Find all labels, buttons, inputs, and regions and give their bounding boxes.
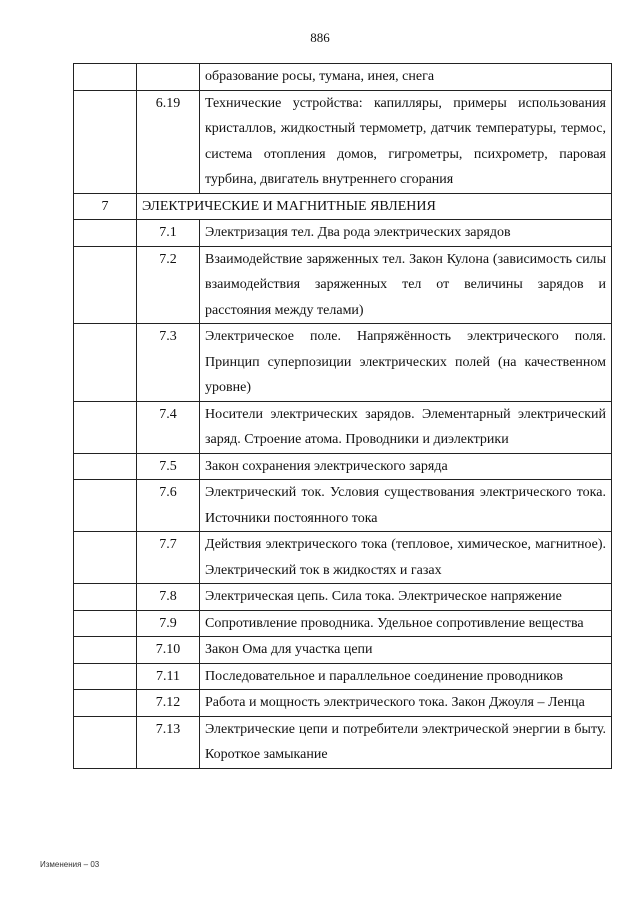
table-row bbox=[74, 401, 612, 453]
section-cell bbox=[74, 453, 137, 480]
item-number: 7.13 bbox=[137, 716, 200, 768]
section-cell bbox=[74, 246, 137, 324]
table-row bbox=[74, 610, 612, 637]
section-cell bbox=[74, 584, 137, 611]
section-cell bbox=[74, 324, 137, 402]
table-row bbox=[74, 637, 612, 664]
item-number: 7.2 bbox=[137, 246, 200, 324]
table-row bbox=[74, 716, 612, 768]
table-row bbox=[74, 324, 612, 402]
item-number: 7.9 bbox=[137, 610, 200, 637]
section-title: ЭЛЕКТРИЧЕСКИЕ И МАГНИТНЫЕ ЯВЛЕНИЯ bbox=[137, 193, 612, 220]
item-number: 7.11 bbox=[137, 663, 200, 690]
item-number bbox=[137, 64, 200, 91]
footer-revision: Изменения – 03 bbox=[40, 860, 100, 869]
item-number: 7.1 bbox=[137, 220, 200, 247]
section-cell bbox=[74, 220, 137, 247]
table-body bbox=[74, 64, 612, 769]
item-number: 6.19 bbox=[137, 90, 200, 193]
item-text: Технические устройства: капилляры, примеры использования кристаллов, жидкостный термометр, датчик температуры, термос, система отопления домов, гигрометры, психрометр, паровая турбина, двигатель внутреннего сгорания bbox=[200, 90, 612, 193]
table-row bbox=[74, 663, 612, 690]
section-number: 7 bbox=[74, 193, 137, 220]
item-number: 7.10 bbox=[137, 637, 200, 664]
table-row bbox=[74, 690, 612, 717]
section-cell bbox=[74, 716, 137, 768]
item-text: Закон сохранения электрического заряда bbox=[200, 453, 612, 480]
item-text: Закон Ома для участка цепи bbox=[200, 637, 612, 664]
item-number: 7.7 bbox=[137, 532, 200, 584]
page-number: 886 bbox=[310, 30, 330, 45]
item-text: Электрическая цепь. Сила тока. Электрическое напряжение bbox=[200, 584, 612, 611]
item-text: Взаимодействие заряженных тел. Закон Кулона (зависимость силы взаимодействия заряженных тел от величины зарядов и расстояния между телами) bbox=[200, 246, 612, 324]
item-text: Сопротивление проводника. Удельное сопротивление вещества bbox=[200, 610, 612, 637]
table-row bbox=[74, 584, 612, 611]
section-cell bbox=[74, 401, 137, 453]
table-row bbox=[74, 220, 612, 247]
item-text: образование росы, тумана, инея, снега bbox=[200, 64, 612, 91]
item-text: Электризация тел. Два рода электрических зарядов bbox=[200, 220, 612, 247]
item-text: Последовательное и параллельное соединение проводников bbox=[200, 663, 612, 690]
item-number: 7.8 bbox=[137, 584, 200, 611]
item-text: Действия электрического тока (тепловое, химическое, магнитное). Электрический ток в жидкостях и газах bbox=[200, 532, 612, 584]
table-row bbox=[74, 453, 612, 480]
item-number: 7.12 bbox=[137, 690, 200, 717]
section-cell bbox=[74, 532, 137, 584]
section-cell bbox=[74, 64, 137, 91]
content-table bbox=[73, 63, 612, 769]
item-number: 7.4 bbox=[137, 401, 200, 453]
section-cell bbox=[74, 610, 137, 637]
section-cell bbox=[74, 663, 137, 690]
table-row bbox=[74, 64, 612, 91]
table-row bbox=[74, 480, 612, 532]
table-row bbox=[74, 246, 612, 324]
item-text: Электрическое поле. Напряжённость электрического поля. Принцип суперпозиции электрических полей (на качественном уровне) bbox=[200, 324, 612, 402]
table-row bbox=[74, 90, 612, 193]
item-number: 7.3 bbox=[137, 324, 200, 402]
item-number: 7.6 bbox=[137, 480, 200, 532]
section-cell bbox=[74, 690, 137, 717]
item-text: Носители электрических зарядов. Элементарный электрический заряд. Строение атома. Проводники и диэлектрики bbox=[200, 401, 612, 453]
section-cell bbox=[74, 480, 137, 532]
item-number: 7.5 bbox=[137, 453, 200, 480]
section-cell bbox=[74, 90, 137, 193]
item-text: Электрические цепи и потребители электрической энергии в быту. Короткое замыкание bbox=[200, 716, 612, 768]
item-text: Электрический ток. Условия существования электрического тока. Источники постоянного тока bbox=[200, 480, 612, 532]
section-row bbox=[74, 193, 612, 220]
table-row bbox=[74, 532, 612, 584]
section-cell bbox=[74, 637, 137, 664]
item-text: Работа и мощность электрического тока. Закон Джоуля – Ленца bbox=[200, 690, 612, 717]
